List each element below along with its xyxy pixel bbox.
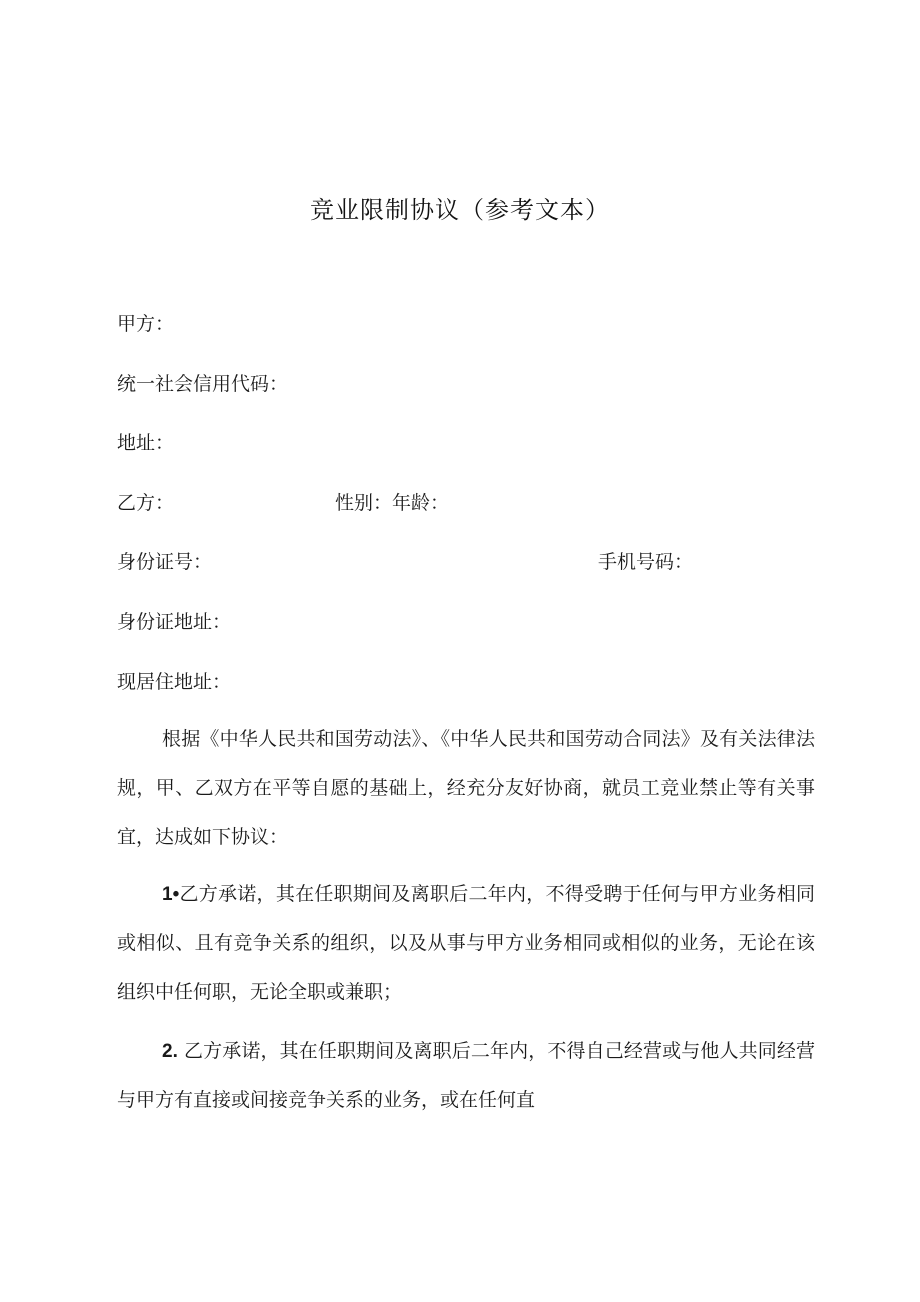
id-number-label: 身份证号： bbox=[117, 551, 213, 573]
current-address-label: 现居住地址： bbox=[117, 671, 232, 693]
phone-label: 手机号码： bbox=[598, 551, 694, 573]
document-title: 竞业限制协议（参考文本） bbox=[310, 196, 610, 224]
credit-code-label: 统一社会信用代码： bbox=[117, 373, 289, 395]
intro-paragraph: 根据《中华人民共和国劳动法》、《中华人民共和国劳动合同法》及有关法律法规，甲、乙双方在平等自愿的基础上，经充分友好协商，就员工竞业禁止等有关事宜，达成如下协议： bbox=[117, 728, 815, 848]
gender-age-label: 性别：年龄： bbox=[335, 492, 450, 514]
clause-number: 1• bbox=[162, 884, 180, 905]
id-phone-row bbox=[117, 548, 694, 576]
clause-text: 乙方承诺，其在任职期间及离职后二年内，不得自己经营或与他人共同经营与甲方有直接或间接竞争关系的业务，或在任何直 bbox=[117, 1040, 815, 1111]
party-b-row bbox=[117, 489, 450, 517]
clause-1 bbox=[117, 870, 815, 1017]
id-address-label: 身份证地址： bbox=[117, 611, 232, 633]
clause-text: 乙方承诺，其在任职期间及离职后二年内，不得受聘于任何与甲方业务相同或相似、且有竞争关系的组织，以及从事与甲方业务相同或相似的业务，无论在该组织中任何职，无论全职或兼职； bbox=[117, 883, 815, 1003]
address-label: 地址： bbox=[117, 432, 175, 454]
party-b-label: 乙方： bbox=[117, 492, 175, 514]
clause-2 bbox=[117, 1027, 815, 1125]
clause-number: 2. bbox=[162, 1041, 178, 1062]
party-a-label: 甲方： bbox=[117, 313, 175, 335]
